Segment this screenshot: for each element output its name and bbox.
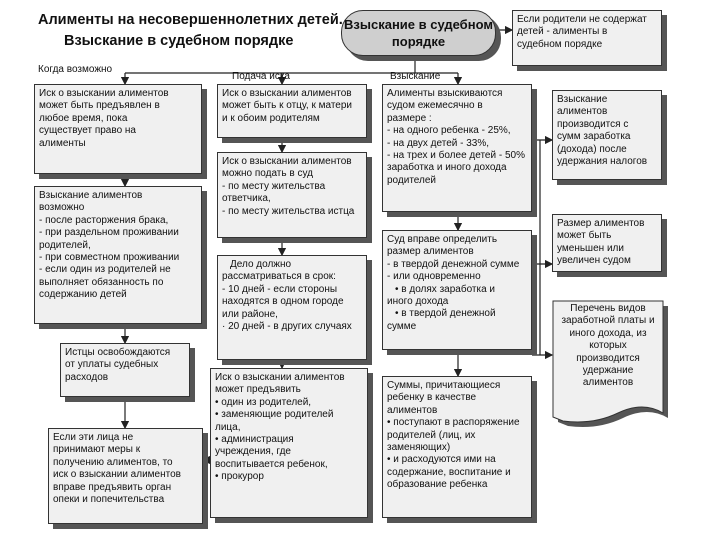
text-line: Иск о взыскании алиментов bbox=[39, 88, 169, 99]
text-line: детей - алименты в bbox=[517, 26, 608, 38]
central-node: Взыскание в судебном порядке bbox=[341, 10, 496, 56]
col2-box-1 bbox=[217, 84, 367, 138]
text-line: алиментов bbox=[387, 404, 438, 416]
text-line: Иск о взыскании алиментов bbox=[215, 372, 345, 383]
text-line: • прокурор bbox=[215, 471, 264, 483]
col1-box-1 bbox=[34, 84, 202, 174]
text-line: - на двух детей - 33%, bbox=[387, 137, 490, 149]
title-line-1: Алименты на несовершеннолетних детей. bbox=[38, 12, 343, 28]
text-line: которых bbox=[589, 340, 627, 352]
text-line: получению алиментов, то bbox=[53, 456, 173, 468]
text-line: • администрация bbox=[215, 434, 294, 446]
text-line: алиментов bbox=[582, 377, 634, 389]
col2-box-2 bbox=[217, 152, 367, 238]
text-line: Алименты взыскиваются bbox=[387, 88, 503, 99]
text-line: ребенку в качестве bbox=[387, 392, 477, 404]
text-line: • в твердой денежной bbox=[395, 308, 496, 320]
text-line: - 10 дней - если стороны bbox=[222, 283, 338, 295]
text-line: • один из родителей, bbox=[215, 396, 312, 408]
document-text bbox=[556, 303, 660, 390]
text-line: - по месту жительства bbox=[222, 180, 326, 192]
text-line: заменяющих) bbox=[387, 442, 451, 454]
text-line: Если эти лица не bbox=[53, 432, 134, 443]
text-line: - при совместном проживании bbox=[39, 252, 180, 264]
text-line: Дело должно bbox=[230, 259, 292, 270]
text-line: выполняет обязанность по bbox=[39, 276, 164, 288]
text-line: - по месту жительства истца bbox=[222, 205, 355, 217]
text-line: размер алиментов bbox=[387, 246, 474, 258]
text-line: Размер алиментов bbox=[557, 218, 645, 229]
col3-box-2 bbox=[382, 230, 532, 350]
col1-box-3 bbox=[60, 343, 190, 397]
text-line: может быть bbox=[557, 230, 612, 242]
text-line: Иск о взыскании алиментов bbox=[222, 88, 352, 99]
text-line: - на трех и более детей - 50% bbox=[387, 150, 525, 162]
text-line: • заменяющие родителей bbox=[215, 409, 334, 421]
text-line: - при раздельном проживании bbox=[39, 227, 179, 239]
text-line: - если один из родителей не bbox=[39, 264, 171, 276]
text-line: удержание bbox=[582, 365, 634, 377]
text-line: · 20 дней - в других случаях bbox=[222, 321, 352, 333]
text-line: расходов bbox=[65, 371, 109, 383]
label-when: Когда возможно bbox=[38, 64, 113, 75]
text-line: - в твердой денежной сумме bbox=[387, 258, 520, 270]
text-line: возможно bbox=[39, 202, 85, 214]
text-line: может предъявить bbox=[215, 384, 301, 396]
text-line: находятся в одном городе bbox=[222, 296, 344, 308]
text-line: производится с bbox=[557, 118, 629, 130]
text-line: иного дохода, из bbox=[569, 327, 647, 339]
col1-box-2 bbox=[34, 186, 202, 324]
label-recovery: Взыскание bbox=[390, 71, 441, 82]
text-line: иск о взыскании алиментов bbox=[53, 469, 181, 481]
text-line: заработной платы и bbox=[561, 315, 655, 327]
top-right-box bbox=[512, 10, 662, 66]
text-line: опеки и попечительства bbox=[53, 494, 165, 506]
text-line: вправе предъявить орган bbox=[53, 481, 172, 493]
col4-box-1 bbox=[552, 90, 662, 180]
text-line: родителей, bbox=[39, 239, 91, 251]
text-line: Истцы освобождаются bbox=[65, 347, 171, 358]
text-line: образование ребенка bbox=[387, 479, 488, 491]
text-line: учреждения, где bbox=[215, 446, 291, 458]
text-line: содержание, воспитание и bbox=[387, 466, 511, 478]
text-line: сумме bbox=[387, 320, 417, 332]
text-line: или районе, bbox=[222, 308, 278, 320]
text-line: • в долях заработка и bbox=[395, 283, 496, 295]
text-line: может быть к отцу, к матери bbox=[222, 100, 352, 112]
text-line: лица, bbox=[215, 421, 241, 433]
text-line: можно подать в суд bbox=[222, 168, 313, 180]
text-line: рассматриваться в срок: bbox=[222, 271, 336, 283]
text-line: воспитывается ребенок, bbox=[215, 458, 328, 470]
text-line: судебном порядке bbox=[517, 38, 603, 50]
text-line: иного дохода bbox=[387, 296, 449, 308]
text-line: производится bbox=[576, 352, 640, 364]
text-line: судом ежемесячно в bbox=[387, 100, 483, 112]
text-line: сумм заработка bbox=[557, 131, 631, 143]
text-line: удержания налогов bbox=[557, 156, 648, 168]
text-line: содержанию детей bbox=[39, 289, 127, 301]
text-line: (дохода) после bbox=[557, 143, 627, 155]
text-line: алименты bbox=[39, 137, 86, 149]
text-line: - после расторжения брака, bbox=[39, 214, 169, 226]
text-line: • поступают в распоряжение bbox=[387, 417, 520, 429]
text-line: - или одновременно bbox=[387, 271, 481, 283]
col3-box-3 bbox=[382, 376, 532, 518]
text-line: Иск о взыскании алиментов bbox=[222, 156, 352, 167]
col1-box-4 bbox=[48, 428, 203, 524]
col2-box-4 bbox=[210, 368, 368, 518]
text-line: Взыскание алиментов bbox=[39, 190, 143, 201]
text-line: Суммы, причитающиеся bbox=[387, 380, 501, 391]
page-title bbox=[38, 10, 343, 52]
text-line: размере : bbox=[387, 112, 432, 124]
text-line: алиментов bbox=[557, 106, 608, 118]
text-line: Перечень видов bbox=[570, 303, 646, 314]
title-line-2: Взыскание в судебном порядке bbox=[64, 33, 294, 49]
text-line: любое время, пока bbox=[39, 112, 128, 124]
col3-box-1 bbox=[382, 84, 532, 212]
text-line: Суд вправе определить bbox=[387, 234, 498, 245]
col2-box-3 bbox=[217, 255, 367, 360]
col4-box-2 bbox=[552, 214, 662, 272]
text-line: Если родители не содержат bbox=[517, 14, 647, 25]
text-line: принимают меры к bbox=[53, 444, 141, 456]
text-line: Взыскание bbox=[557, 94, 608, 105]
text-line: • и расходуются ими на bbox=[387, 454, 496, 466]
text-line: родителей bbox=[387, 174, 437, 186]
text-line: увеличен судом bbox=[557, 255, 631, 267]
label-filing: Подача иска bbox=[232, 71, 290, 82]
text-line: уменьшен или bbox=[557, 242, 624, 254]
text-line: ответчика, bbox=[222, 193, 271, 205]
text-line: от уплаты судебных bbox=[65, 359, 159, 371]
text-line: может быть предъявлен в bbox=[39, 100, 160, 112]
text-line: родителей (лиц, их bbox=[387, 429, 476, 441]
text-line: - на одного ребенка - 25%, bbox=[387, 125, 511, 137]
text-line: существует право на bbox=[39, 125, 136, 137]
text-line: заработка и иного дохода bbox=[387, 162, 507, 174]
text-line: и к обоим родителям bbox=[222, 112, 320, 124]
